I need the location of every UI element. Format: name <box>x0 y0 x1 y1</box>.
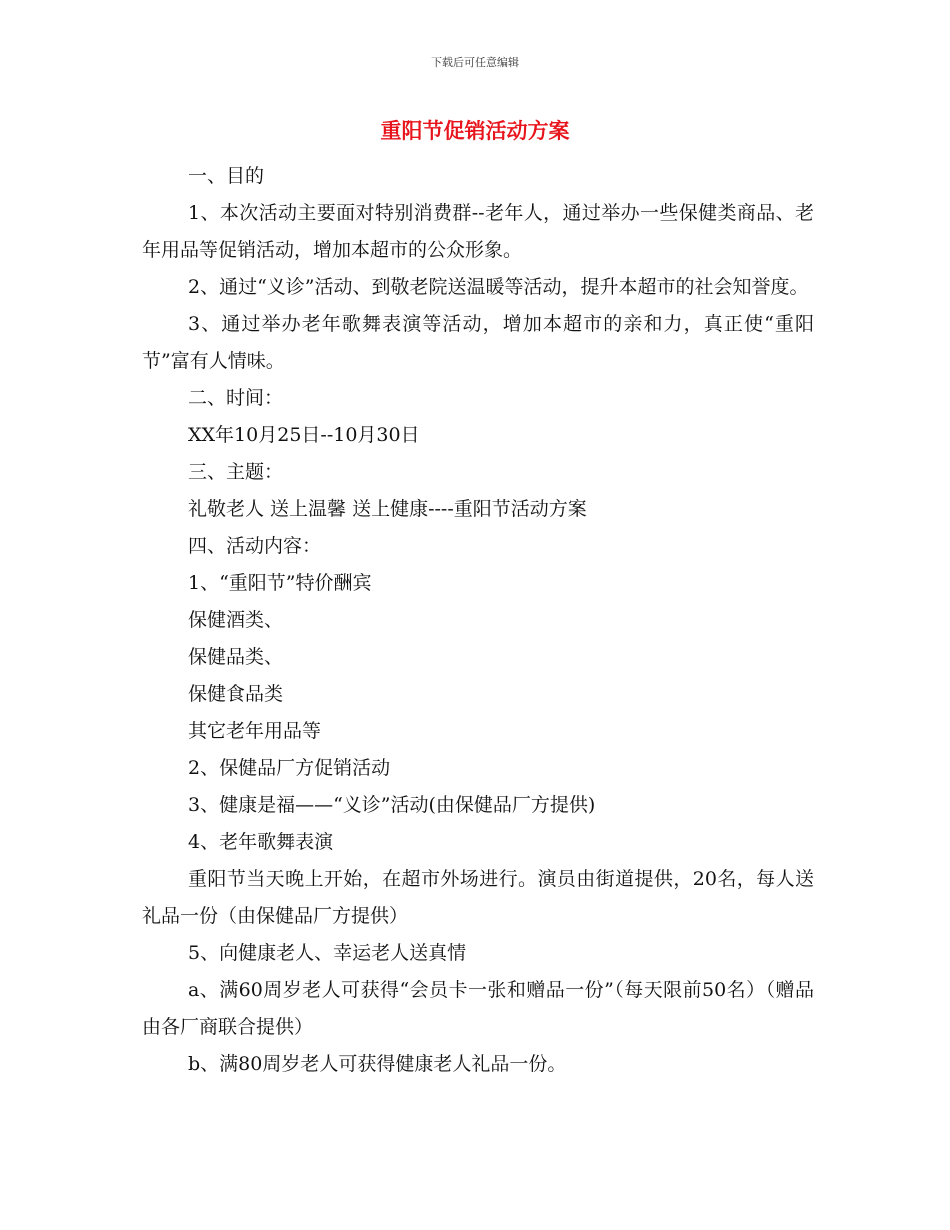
paragraph: 其它老年用品等 <box>188 720 322 742</box>
document-title: 重阳节促销活动方案 <box>380 119 570 143</box>
paragraph: 保健食品类 <box>188 683 284 705</box>
paragraph: 保健酒类、 <box>188 609 284 631</box>
paragraph: 一、目的 <box>188 165 265 187</box>
paragraph: 礼敬老人 送上温馨 送上健康----重阳节活动方案 <box>188 498 587 520</box>
paragraph: 重阳节当天晚上开始，在超市外场进行。演员由街道提供，20名，每人送礼品一份（由保健品厂方提供） <box>142 868 814 927</box>
paragraph: 3、健康是福——“义诊”活动(由保健品厂方提供) <box>188 794 596 816</box>
paragraph: 四、活动内容： <box>188 535 322 557</box>
paragraph: 1、“重阳节”特价酬宾 <box>188 572 372 594</box>
paragraph: 5、向健康老人、幸运老人送真情 <box>188 942 467 964</box>
paragraph: 3、通过举办老年歌舞表演等活动，增加本超市的亲和力，真正使“重阳节”富有人情味。 <box>142 313 814 372</box>
paragraph: XX年10月25日--10月30日 <box>188 424 420 446</box>
document-body <box>142 158 814 1083</box>
paragraph: 保健品类、 <box>188 646 284 668</box>
paragraph: 1、本次活动主要面对特别消费群--老年人，通过举办一些保健类商品、老年用品等促销活动，增加本超市的公众形象。 <box>142 202 814 261</box>
header-note: 下载后可任意编辑 <box>431 56 519 69</box>
paragraph: 二、时间： <box>188 387 284 409</box>
paragraph: 2、通过“义诊”活动、到敬老院送温暖等活动，提升本超市的社会知誉度。 <box>188 276 809 298</box>
paragraph: 4、老年歌舞表演 <box>188 831 334 853</box>
paragraph: a、满60周岁老人可获得“会员卡一张和赠品一份”（每天限前50名）（赠品由各厂商联合提供） <box>142 979 814 1038</box>
paragraph: 2、保健品厂方促销活动 <box>188 757 391 779</box>
paragraph: b、满80周岁老人可获得健康老人礼品一份。 <box>188 1053 567 1075</box>
paragraph: 三、主题： <box>188 461 284 483</box>
